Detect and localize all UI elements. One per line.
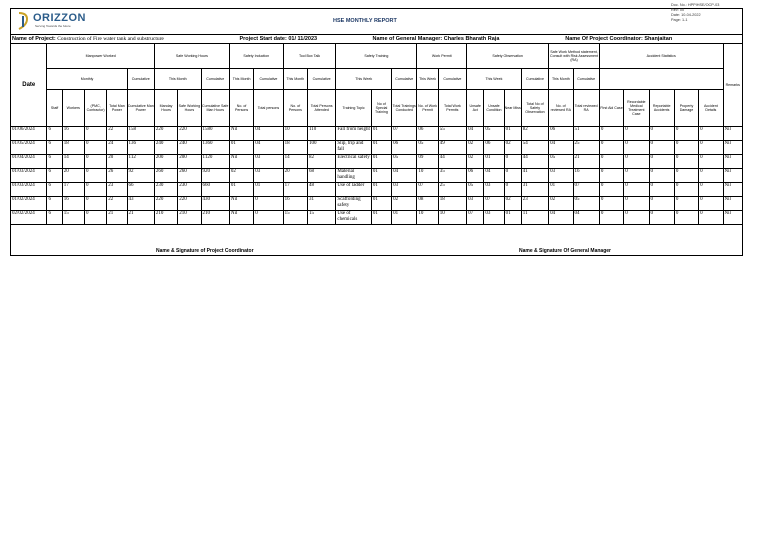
table-cell: 41: [521, 169, 548, 183]
table-cell: 54: [521, 141, 548, 155]
table-cell: 0: [599, 183, 623, 197]
table-cell: Use of chemicals: [336, 211, 371, 225]
table-cell: 02: [229, 169, 253, 183]
company-logo: [15, 11, 86, 31]
table-cell: 44: [521, 155, 548, 169]
table-cell: Material handling: [336, 169, 371, 183]
project-info-band: [10, 34, 743, 43]
hse-statistics-table: [10, 43, 743, 225]
table-cell: 07: [467, 211, 484, 225]
project-coordinator-name: Name Of Project Coordinator: Shanjaitan: [565, 36, 673, 42]
table-cell: 01: [371, 197, 391, 211]
table-cell: 0: [699, 183, 723, 197]
table-cell: 0: [624, 127, 649, 141]
table-cell: 100: [307, 141, 335, 155]
table-cell: 16: [573, 169, 599, 183]
column-header: Training Topic: [336, 90, 371, 127]
table-cell: 03: [484, 183, 504, 197]
table-cell: 07: [484, 197, 504, 211]
table-cell: 01: [504, 127, 521, 141]
table-cell: 0: [649, 183, 674, 197]
table-cell: 0: [624, 211, 649, 225]
table-cell: 0: [674, 141, 698, 155]
table-cell: 240: [178, 141, 201, 155]
table-cell: 16: [62, 127, 84, 141]
table-cell: 25: [573, 141, 599, 155]
table-cell: 0: [699, 211, 723, 225]
table-cell: 0: [624, 197, 649, 211]
table-cell: 0: [504, 155, 521, 169]
toolbox-this-month-header: This Month: [283, 69, 307, 90]
table-cell: 0: [84, 183, 106, 197]
table-cell: 0: [84, 197, 106, 211]
column-header: Accident Details: [699, 90, 723, 127]
row-date-cell: 01/02/2024: [11, 197, 47, 211]
table-cell: 01: [549, 183, 573, 197]
table-cell: 06: [392, 141, 417, 155]
table-cell: Nil: [723, 183, 742, 197]
table-cell: 6: [47, 127, 62, 141]
table-cell: 05: [392, 155, 417, 169]
table-cell: 14: [62, 155, 84, 169]
table-cell: 48: [307, 183, 335, 197]
table-cell: 0: [599, 169, 623, 183]
row-date-cell: 02/02/2024: [11, 211, 47, 225]
table-cell: 0: [674, 183, 698, 197]
table-cell: 0: [624, 141, 649, 155]
table-cell: Nil: [723, 155, 742, 169]
table-row: [11, 141, 743, 155]
table-cell: 0: [699, 197, 723, 211]
induction-this-month-header: This Month: [229, 69, 253, 90]
table-subgroup-header-row: [11, 69, 743, 90]
table-column-header-row: [11, 90, 743, 127]
row-date-cell: 01/04/2024: [11, 155, 47, 169]
table-cell: Nil: [229, 211, 253, 225]
table-cell: 220: [178, 127, 201, 141]
table-cell: 44: [438, 155, 466, 169]
general-manager-signature-label: Name & Signature Of General Manager: [519, 248, 611, 254]
table-cell: 04: [392, 169, 417, 183]
table-cell: 06: [467, 169, 484, 183]
table-cell: 01: [371, 141, 391, 155]
column-header: Total Persons Attended: [307, 90, 335, 127]
table-cell: 0: [699, 127, 723, 141]
table-cell: 0: [674, 169, 698, 183]
table-cell: 0: [649, 141, 674, 155]
table-cell: 1360: [201, 141, 229, 155]
column-header: Unsafe Condition: [484, 90, 504, 127]
column-header: First Aid Case: [599, 90, 623, 127]
observation-this-week-header: This Week: [467, 69, 522, 90]
table-cell: Nil: [723, 127, 742, 141]
table-cell: 0: [599, 127, 623, 141]
table-cell: 0: [599, 211, 623, 225]
table-cell: 14: [283, 155, 307, 169]
column-header: Total Work Permits: [438, 90, 466, 127]
table-cell: 22: [107, 127, 127, 141]
table-cell: 0: [84, 141, 106, 155]
table-cell: 49: [438, 141, 466, 155]
row-date-cell: 01/03/2024: [11, 169, 47, 183]
column-header: No. of Persons: [229, 90, 253, 127]
table-cell: 23: [521, 197, 548, 211]
column-header: Property Damage: [674, 90, 698, 127]
table-cell: 04: [573, 211, 599, 225]
table-cell: 0: [624, 183, 649, 197]
document-info: [671, 3, 719, 23]
table-cell: 03: [254, 169, 283, 183]
table-cell: 16: [283, 197, 307, 211]
column-header: Total persons: [254, 90, 283, 127]
table-cell: Nil: [229, 197, 253, 211]
table-cell: Slip, trip and fall: [336, 141, 371, 155]
table-cell: 15: [307, 211, 335, 225]
table-row: [11, 127, 743, 141]
remarks-header: Remarks: [723, 44, 742, 127]
safety-observation-header: Safety Observation: [467, 44, 549, 69]
table-cell: 07: [573, 183, 599, 197]
table-cell: 6: [47, 211, 62, 225]
column-header: No. of reviewed RA: [549, 90, 573, 127]
table-cell: 06: [417, 127, 438, 141]
column-header: Safe Working Hours: [178, 90, 201, 127]
table-cell: 0: [504, 169, 521, 183]
table-cell: 0: [649, 127, 674, 141]
column-header: Total reviewed RA: [573, 90, 599, 127]
table-cell: 04: [254, 141, 283, 155]
table-cell: 0: [699, 141, 723, 155]
table-cell: 04: [254, 127, 283, 141]
safe-hours-header: Safe Working Hours: [154, 44, 229, 69]
table-cell: 03: [254, 155, 283, 169]
table-cell: 0: [599, 155, 623, 169]
report-title: HSE MONTHLY REPORT: [333, 18, 397, 24]
table-cell: Nil: [229, 127, 253, 141]
table-cell: 02: [467, 155, 484, 169]
table-cell: 43: [127, 197, 154, 211]
table-cell: 220: [154, 197, 177, 211]
table-cell: 260: [178, 169, 201, 183]
table-cell: 82: [307, 155, 335, 169]
table-cell: 31: [307, 197, 335, 211]
table-cell: 18: [438, 197, 466, 211]
table-cell: 07: [392, 127, 417, 141]
column-header: No of Special Training: [371, 90, 391, 127]
table-cell: 05: [467, 183, 484, 197]
table-cell: 210: [201, 211, 229, 225]
table-cell: 07: [417, 183, 438, 197]
table-cell: 6: [47, 197, 62, 211]
table-cell: 08: [417, 197, 438, 211]
table-cell: 0: [699, 169, 723, 183]
table-cell: 0: [699, 155, 723, 169]
table-cell: 06: [549, 127, 573, 141]
table-cell: 20: [62, 169, 84, 183]
table-cell: 02: [392, 197, 417, 211]
table-cell: 04: [484, 169, 504, 183]
table-cell: 03: [392, 183, 417, 197]
work-permit-header: Work Permit: [417, 44, 467, 69]
table-cell: 01: [371, 155, 391, 169]
table-cell: 0: [84, 169, 106, 183]
accident-statistics-header: Accident Statistics: [599, 44, 723, 69]
table-cell: 660: [201, 183, 229, 197]
table-cell: 01: [484, 155, 504, 169]
column-header: Total No of Safety Observation: [521, 90, 548, 127]
table-cell: 6: [47, 155, 62, 169]
logo-tagline: Serving Towards the future: [35, 24, 71, 28]
table-row: [11, 197, 743, 211]
table-cell: Nil: [723, 197, 742, 211]
row-date-cell: 01/06/2024: [11, 127, 47, 141]
column-header: No. of Persons: [283, 90, 307, 127]
safety-induction-header: Safety Induction: [229, 44, 283, 69]
table-cell: 18: [62, 141, 84, 155]
table-cell: Electrical safety: [336, 155, 371, 169]
table-cell: 04: [549, 141, 573, 155]
table-cell: 02: [549, 197, 573, 211]
table-row: [11, 169, 743, 183]
hours-cumulative-header: Cumulative: [201, 69, 229, 90]
table-group-header-row: [11, 44, 743, 69]
table-cell: 06: [484, 141, 504, 155]
table-cell: 31: [521, 183, 548, 197]
table-row: [11, 183, 743, 197]
ra-cumulative-header: Cumulative: [573, 69, 599, 90]
table-cell: Nil: [723, 141, 742, 155]
table-cell: 16: [62, 197, 84, 211]
table-cell: 01: [392, 211, 417, 225]
table-cell: 05: [549, 155, 573, 169]
table-cell: 210: [178, 211, 201, 225]
induction-cumulative-header: Cumulative: [254, 69, 283, 90]
table-cell: 136: [127, 141, 154, 155]
table-cell: 01: [371, 183, 391, 197]
table-cell: Scaffolding safety: [336, 197, 371, 211]
manpower-monthly-header: Monthly: [47, 69, 127, 90]
table-cell: 04: [467, 127, 484, 141]
table-cell: Use of ladder: [336, 183, 371, 197]
column-header: Workers: [62, 90, 84, 127]
table-cell: 0: [674, 197, 698, 211]
date-header: Date: [11, 44, 47, 127]
doc-revision: Rev: 00: [671, 8, 685, 12]
safety-training-header: Safety Training: [336, 44, 417, 69]
toolbox-cumulative-header: Cumulative: [307, 69, 335, 90]
table-cell: 0: [599, 197, 623, 211]
column-header: Near Miss: [504, 90, 521, 127]
table-cell: 0: [254, 211, 283, 225]
table-cell: 01: [229, 141, 253, 155]
table-cell: 18: [283, 141, 307, 155]
table-cell: 24: [107, 141, 127, 155]
signature-area: [10, 225, 743, 256]
table-cell: 0: [84, 211, 106, 225]
table-cell: 0: [84, 127, 106, 141]
column-header: Cumulative Man Power: [127, 90, 154, 127]
accident-blank-subheader: [599, 69, 723, 90]
table-cell: 0: [649, 211, 674, 225]
table-cell: 01: [504, 211, 521, 225]
table-cell: Fall from height: [336, 127, 371, 141]
column-header: No. of Work Permit: [417, 90, 438, 127]
table-cell: 10: [417, 169, 438, 183]
table-cell: 0: [84, 155, 106, 169]
table-cell: 200: [154, 155, 177, 169]
column-header: Cumulative Safe Man Hours: [201, 90, 229, 127]
table-cell: 26: [107, 169, 127, 183]
table-cell: 920: [201, 169, 229, 183]
table-cell: 0: [624, 169, 649, 183]
table-cell: Nil: [723, 211, 742, 225]
table-cell: 230: [154, 183, 177, 197]
table-cell: 0: [599, 141, 623, 155]
column-header: Manday Hours: [154, 90, 177, 127]
table-cell: 02: [504, 141, 521, 155]
permit-this-week-header: This Week: [417, 69, 438, 90]
doc-number: Doc. No.: HPPIHSE/OCP-03: [671, 3, 720, 7]
column-header: Staff: [47, 90, 62, 127]
row-date-cell: 01/03/2024: [11, 183, 47, 197]
table-row: [11, 155, 743, 169]
table-cell: 0: [649, 155, 674, 169]
table-cell: 0: [674, 211, 698, 225]
project-start-date: Project Start date: 01/ 11/2023: [239, 36, 318, 42]
table-cell: 20: [283, 169, 307, 183]
table-cell: 200: [178, 155, 201, 169]
table-cell: 10: [283, 127, 307, 141]
table-cell: 03: [467, 197, 484, 211]
table-cell: 1580: [201, 127, 229, 141]
logo-icon: [15, 11, 33, 31]
toolbox-talk-header: Tool Box Talk: [283, 44, 336, 69]
ra-this-month-header: This Month: [549, 69, 573, 90]
table-cell: 112: [127, 155, 154, 169]
report-header: [10, 3, 743, 34]
table-cell: 0: [504, 183, 521, 197]
table-cell: 0: [674, 155, 698, 169]
project-name: Name of Project: Construction of Fire water tank and substructure: [12, 36, 164, 42]
table-cell: 11: [521, 211, 548, 225]
table-cell: 05: [573, 197, 599, 211]
table-cell: 02: [467, 141, 484, 155]
table-cell: 03: [484, 211, 504, 225]
table-cell: 01: [371, 127, 391, 141]
table-cell: 01: [371, 169, 391, 183]
table-body: [11, 127, 743, 225]
table-cell: 66: [127, 183, 154, 197]
table-cell: 6: [47, 169, 62, 183]
column-header: Total Man Power: [107, 90, 127, 127]
table-cell: 240: [154, 141, 177, 155]
row-date-cell: 01/05/2024: [11, 141, 47, 155]
table-cell: 210: [154, 211, 177, 225]
table-cell: 01: [254, 183, 283, 197]
doc-date: Date: 10-04-2022: [671, 13, 701, 17]
table-cell: 230: [178, 183, 201, 197]
hse-report-sheet: [10, 3, 743, 256]
table-cell: 6: [47, 141, 62, 155]
risk-assessment-header: Safe Work Method statement, Consult with Risk Assessment (RA): [549, 44, 600, 69]
table-cell: 21: [573, 155, 599, 169]
column-header: Recordable Medical Treatment Case: [624, 90, 649, 127]
training-cumulative-header: Cumulative: [392, 69, 417, 90]
table-cell: 01: [371, 211, 391, 225]
table-cell: 0: [674, 127, 698, 141]
table-cell: 68: [307, 169, 335, 183]
table-cell: 05: [417, 141, 438, 155]
coordinator-signature-label: Name & Signature of Project Coordinator: [156, 248, 254, 254]
logo-text: ORIZZON: [33, 12, 86, 24]
permit-cumulative-header: Cumulative: [438, 69, 466, 90]
general-manager-name: Name of General Manager: Charles Bharath Raja: [372, 36, 500, 42]
table-cell: 82: [521, 127, 548, 141]
table-cell: 15: [283, 211, 307, 225]
column-header: (PMC, Contractor): [84, 90, 106, 127]
training-this-week-header: This Week: [336, 69, 392, 90]
table-cell: 260: [154, 169, 177, 183]
column-header: Unsafe Act: [467, 90, 484, 127]
table-cell: 04: [549, 211, 573, 225]
table-cell: 21: [127, 211, 154, 225]
manpower-cumulative-header: Cumulative: [127, 69, 154, 90]
table-cell: 220: [178, 197, 201, 211]
table-cell: 25: [438, 183, 466, 197]
table-cell: 22: [107, 197, 127, 211]
table-cell: 17: [283, 183, 307, 197]
table-cell: 10: [438, 211, 466, 225]
table-row: [11, 211, 743, 225]
manpower-header: Manpower Worked: [47, 44, 154, 69]
table-cell: 220: [154, 127, 177, 141]
table-cell: 1120: [201, 155, 229, 169]
table-cell: 0: [624, 155, 649, 169]
table-cell: 05: [484, 127, 504, 141]
table-cell: 158: [127, 127, 154, 141]
observation-cumulative-header: Cumulative: [521, 69, 548, 90]
table-cell: 0: [649, 169, 674, 183]
table-cell: 51: [573, 127, 599, 141]
table-cell: 0: [649, 197, 674, 211]
table-cell: 17: [62, 183, 84, 197]
table-cell: 35: [438, 169, 466, 183]
table-cell: 02: [504, 197, 521, 211]
table-cell: 430: [201, 197, 229, 211]
column-header: Reportable Accidents: [649, 90, 674, 127]
table-cell: 01: [229, 183, 253, 197]
table-cell: 21: [107, 211, 127, 225]
table-cell: 23: [107, 183, 127, 197]
table-cell: 0: [254, 197, 283, 211]
table-cell: 20: [107, 155, 127, 169]
table-cell: 09: [417, 155, 438, 169]
hours-this-month-header: This Month: [154, 69, 201, 90]
table-cell: 6: [47, 183, 62, 197]
table-cell: 15: [62, 211, 84, 225]
table-cell: 03: [549, 169, 573, 183]
doc-page: Page: 1-1: [671, 18, 688, 22]
table-cell: Nil: [723, 169, 742, 183]
table-cell: 10: [417, 211, 438, 225]
table-cell: Nil: [229, 155, 253, 169]
table-cell: 92: [127, 169, 154, 183]
table-cell: 55: [438, 127, 466, 141]
table-cell: 110: [307, 127, 335, 141]
column-header: Total Trainings Conducted: [392, 90, 417, 127]
